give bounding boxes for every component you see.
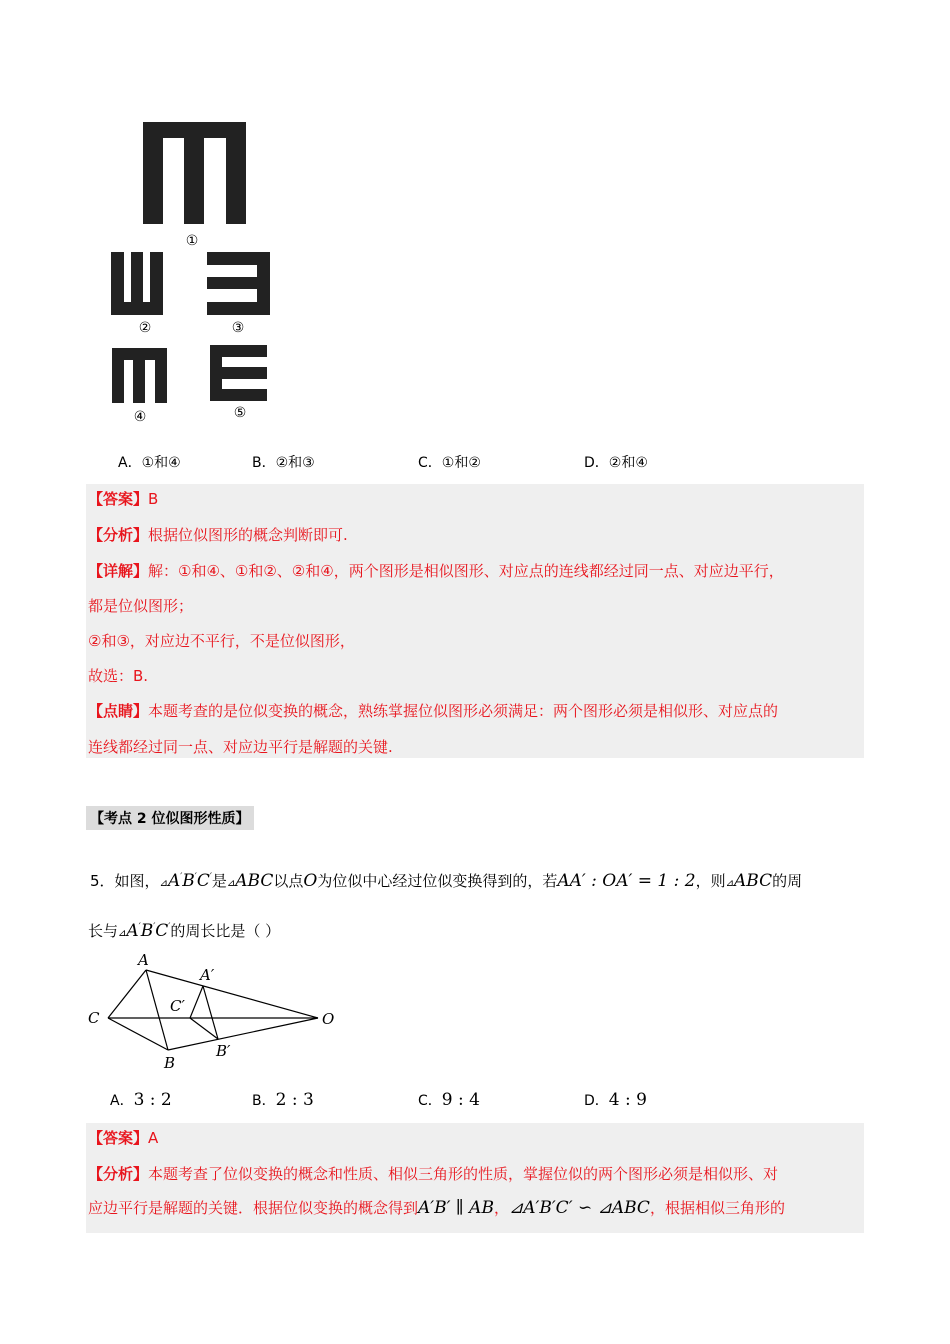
fig-label-1: ① <box>185 233 199 249</box>
q5-answer: 【答案】A <box>88 1129 159 1147</box>
segment-C1A1 <box>190 986 203 1018</box>
segment-CA <box>108 970 146 1018</box>
q4-comment-line-1: 【点睛】本题考查的是位似变换的概念，熟练掌握位似图形必须满足：两个图形必须是相似形、对应点的 <box>88 702 779 720</box>
q4-comment-line-2: 连线都经过同一点、对应边平行是解题的关键. <box>88 738 393 756</box>
q4-detail-line-3: ②和③，对应边不平行，不是位似图形， <box>88 632 355 650</box>
label-A: A <box>138 951 149 969</box>
q5-stem-line-2: 长与⊿A′B′C′的周长比是（ ） <box>88 921 281 941</box>
segment-CB <box>108 1018 168 1050</box>
e-chart-figure <box>100 115 290 435</box>
q4-option-a: A．①和④ <box>118 455 181 471</box>
q5-option-a: A．3 : 2 <box>110 1090 172 1110</box>
segment-AB <box>146 970 168 1050</box>
symbol-2 <box>111 252 163 315</box>
q4-analysis: 【分析】根据位似图形的概念判断即可. <box>88 526 348 544</box>
q5-solution-box <box>86 1123 864 1233</box>
segment-A1B1 <box>203 986 218 1039</box>
q4-option-b: B．②和③ <box>252 455 315 471</box>
q5-option-c: C．9 : 4 <box>418 1090 480 1110</box>
symbol-3 <box>207 252 270 315</box>
section-heading: 【考点 2 位似图形性质】 <box>86 806 254 830</box>
label-C1: C′ <box>170 997 185 1015</box>
symbol-1 <box>143 122 246 224</box>
q4-solution-box <box>86 484 864 758</box>
label-A1: A′ <box>200 966 215 984</box>
segment-BO <box>168 1018 318 1050</box>
q4-option-c: C．①和② <box>418 455 481 471</box>
fig-label-3: ③ <box>231 320 245 336</box>
q4-detail-line-1: 【详解】解：①和④、①和②、②和④，两个图形是相似图形、对应点的连线都经过同一点、对应边平行， <box>88 562 784 580</box>
q5-stem-line-1: 5．如图，⊿A′B′C′是⊿ABC以点O为位似中心经过位似变换得到的，若AA′ : OA′ = 1 : 2，则⊿ABC的周 <box>90 871 803 891</box>
q4-answer: 【答案】B <box>88 490 159 508</box>
label-B1: B′ <box>216 1042 231 1060</box>
label-O: O <box>322 1010 335 1028</box>
symbol-4 <box>112 348 167 403</box>
q5-analysis-line-1: 【分析】本题考查了位似变换的概念和性质、相似三角形的性质，掌握位似的两个图形必须是相似形、对 <box>88 1165 779 1183</box>
homothety-figure <box>80 950 350 1080</box>
label-C: C <box>88 1009 100 1027</box>
q4-detail-line-2: 都是位似图形； <box>88 597 194 615</box>
q5-option-d: D．4 : 9 <box>584 1090 647 1110</box>
fig-label-2: ② <box>138 320 152 336</box>
q5-analysis-line-2: 应边平行是解题的关键．根据位似变换的概念得到A′B′ ∥ AB，⊿A′B′C′ ∽ ⊿ABC，根据相似三角形的 <box>88 1198 785 1218</box>
segment-C1B1 <box>190 1018 218 1039</box>
symbol-5 <box>210 345 267 401</box>
q4-detail-line-4: 故选：B. <box>88 667 149 685</box>
label-B: B <box>164 1054 176 1072</box>
fig-label-5: ⑤ <box>233 405 247 421</box>
q5-option-b: B．2 : 3 <box>252 1090 314 1110</box>
q4-option-d: D．②和④ <box>584 455 648 471</box>
fig-label-4: ④ <box>133 409 147 425</box>
